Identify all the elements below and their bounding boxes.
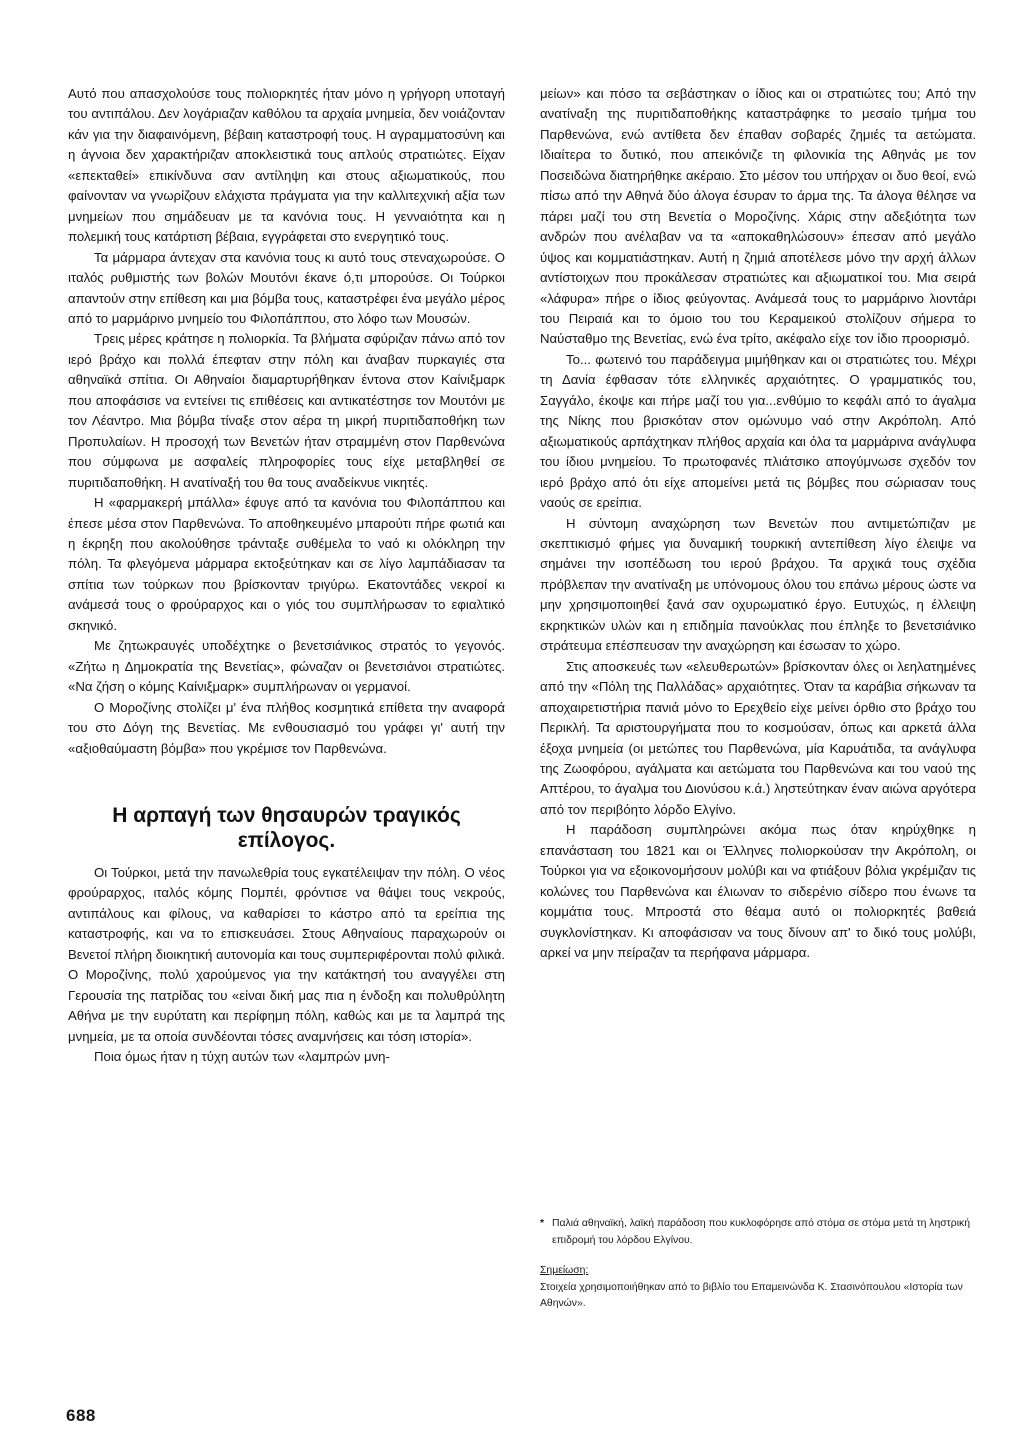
right-paragraph-3: Η σύντομη αναχώρηση των Βενετών που αντιμετώπιζαν με σκεπτικισμό φήμες για δυναμική τουρκική αντεπίθεση λίγο έλειψε να σημάνει την ισοπέδωση του ιερού βράχου. Τα αρχικά τους σχέδια πρόβλεπαν την ανατίναξη με υπόνομους όλου του επάνω μέρους ώστε να μην χρησιμοποιηθεί ξανά σαν οχυρωματικό έργο. Ευτυχώς, η έλλειψη εκρηκτικών υλών και η επιδημία πανούκλας που έπληξε το βενετσιάνικο στράτευμα επέσπευσαν την αναχώρηση και έσωσαν το χώρο.: [540, 515, 976, 654]
footnote: [540, 1216, 980, 1249]
right-column: [540, 84, 976, 963]
footnotes: [540, 1216, 980, 1313]
left-column: [68, 84, 505, 1067]
left-paragraph-7: Οι Τούρκοι, μετά την πανωλεθρία τους εγκατέλειψαν την πόλη. Ο νέος φρούραρχος, ιταλός κόμης Πομπέι, φρόντισε να θάψει τους νεκρούς, αντιπάλους και φίλους, να καθαρίσει το κάστρο από τα ερείπια της καταστροφής, και να το επισκευάσει. Στους Αθηναίους παραχωρούν οι Βενετοί πλήρη διοικητική αυτονομία και τους συμπεριφέρονται πολύ φιλικά. Ο Μοροζίνης, πολύ χαρούμενος για την κατάκτησή του αναγγέλει στη Γερουσία της πατρίδας του «είναι δική μας πια η ένδοξη και πολυθρύλητη Αθήνα με την ευρύτατη και περίφημη πόλη, καθώς και με τα λαμπρά της μνημεία, με τα οποία συνδέονται τόσες αναμνήσεις και τόση ιστορία».: [68, 864, 505, 1044]
right-paragraph-2: Το... φωτεινό του παράδειγμα μιμήθηκαν και οι στρατιώτες του. Μέχρι τη Δανία έφθασαν τότε ελληνικές αρχαιότητες. Ο γραμματικός του, Σαγγάλο, έκοψε και πήρε μαζί του για...ενθύμιο το κεφάλι από το άγαλμα της Νίκης που βρισκόταν στον ομώνυμο ναό στην Ακρόπολη. Από αξιωματικούς αρπάχτηκαν πλήθος αρχαία και όλα τα μαρμάρινα ανάγλυφα του ίδιου μνημείου. Το πρωτοφανές πλιάτσικο απογύμνωσε σχεδόν τον ιερό βράχο από ότι είχε απομείνει μετά τις βόμβες που σώριασαν τους ναούς σε ερείπια.: [540, 351, 976, 511]
page-number: 688: [66, 1406, 96, 1425]
footnote-text: Παλιά αθηναϊκή, λαϊκή παράδοση που κυκλοφόρησε από στόμα σε στόμα μετά τη ληστρική επιδρομή του λόρδου Ελγίνου.: [552, 1218, 970, 1246]
left-paragraph-8: Ποια όμως ήταν η τύχη αυτών των «λαμπρών μνη-: [94, 1049, 390, 1065]
right-paragraph-1: μείων» και πόσο τα σεβάστηκαν ο ίδιος και οι στρατιώτες του; Από την ανατίναξη της πυριτιδαποθήκης καταστράφηκε το μεσαίο τμήμα του Παρθενώνα, ενώ αντίθετα δεν έπαθαν σοβαρές ζημιές τα αετώματα. Ιδιαίτερα το δυτικό, που απεικόνιζε τη φιλονικία της Αθηνάς με τον Ποσειδώνα διατηρήθηκε ακέραιο. Στο μέσον του υπήρχαν οι δυο θεοί, ενώ πίσω από την Αθηνά δύο άλογα έσυραν το άρμα της. Τα άλογα θέλησε να πάρει μαζί του στη Βενετία ο Μοροζίνης. Χάρις στην αδεξιότητα των ανδρών που ανέλαβαν να τα «αποκαθηλώσουν» έπεσαν από μεγάλο ύψος και κομματιάστηκαν. Αυτή η ζημιά αποτέλεσε μόνο την αρχή άλλων αντίστοιχων που προκάλεσαν στρατιώτες και αξιωματικοί του. Μια σειρά «λάφυρα» πήρε ο ίδιος φεύγοντας. Ανάμεσά τους το μαρμάρινο λιοντάρι του Πειραιά και το όμοιο του του Κεραμεικού στολίζουν σήμερα το Ναύσταθμο της Βενετίας, ενώ ένα τρίτο, ακέφαλο είχε τον ίδιο προορισμό.: [540, 86, 976, 347]
right-paragraph-4: Στις αποσκευές των «ελευθερωτών» βρίσκονταν όλες οι λεηλατημένες από την «Πόλη της Παλλάδας» αρχαιότητες. Όταν τα καράβια σήκωναν τα αποχαιρετιστήρια πανιά μόνο το Ερεχθείο είχε μείνει όρθιο στο βράχο του Περικλή. Τα αριστουργήματα που το κοσμούσαν, όπως και αρκετά άλλα έξοχα μνημεία (οι μετώπες του Παρθενώνα, μία Καρυάτιδα, τα ανάγλυφα της Ζωοφόρου, αγάλματα και αετώματα του Παρθενώνα και του ναού της Απτέρου, το άγαλμα του Διονύσου κ.ά.) ληστεύτηκαν έναν αιώνα αργότερα από τον περιβόητο λόρδο Ελγίνο.: [540, 658, 976, 817]
source-note: [540, 1263, 980, 1313]
footnote-asterisk: *: [540, 1218, 545, 1229]
left-paragraph-1: Αυτό που απασχολούσε τους πολιορκητές ήταν μόνο η γρήγορη υποταγή του αντιπάλου. Δεν λογάριαζαν καθόλου τα αρχαία μνημεία, δεν νοιάζονταν κάν για την διαφαινόμενη, βέβαιη καταστροφή τους. Η αγραμματοσύνη και η άγνοια δεν χαρακτήριζαν αποκλειστικά τους απλούς στρατιώτες. Είχαν «επεκταθεί» επικίνδυνα σαν αντίληψη και στους αξιωματικούς, που φαίνονταν να γνωρίζουν ελάχιστα πράγματα για την καλλιτεχνική αξία των μνημείων που σημάδευαν με τα κανόνια τους. Η γενναιότητα και η πολεμική τους κατάρτιση βέβαια, εγγράφεται στο ενεργητικό τους.: [68, 86, 505, 245]
left-paragraph-4: Η «φαρμακερή μπάλλα» έφυγε από τα κανόνια του Φιλοπάππου και έπεσε μέσα στον Παρθενώνα. Το αποθηκευμένο μπαρούτι πήρε φωτιά και η έκρηξη που ακολούθησε τράνταξε συθέμελα το ναό κι ολόκληρη την πόλη. Τα φλεγόμενα μάρμαρα εκτοξεύτηκαν και σε λίγο λαμπάδιασαν τα σπίτια των τούρκων που βρίσκονταν τριγύρω. Εκατοντάδες νεκροί κι ανάμεσά τους ο φρούραρχος και ο γιός του συμπλήρωσαν το εφιαλτικό σκηνικό.: [68, 495, 505, 633]
section-heading: Η αρπαγή των θησαυρών τραγικός επίλογος.: [112, 803, 461, 852]
left-paragraph-5: Με ζητωκραυγές υποδέχτηκε ο βενετσιάνικος στρατός το γεγονός. «Ζήτω η Δημοκρατία της Βενετίας», φώναζαν οι βενετσιάνοι στρατιώτες. «Να ζήση ο κόμης Καίνιξμαρκ» συμπλήρωναν οι γερμανοί.: [68, 638, 505, 695]
right-paragraph-5: Η παράδοση συμπληρώνει ακόμα πως όταν κηρύχθηκε η επανάσταση του 1821 και οι Έλληνες πολιορκούσαν την Ακρόπολη, οι Τούρκοι για να εξοικονομήσουν μολύβι και να φτιάξουν βόλια γκρέμιζαν τις κολώνες του Παρθενώνα και έλιωναν το σιδερένιο σίδερο που ένωνε τα κομμάτια τους. Μπροστά στο θέαμα αυτό οι πολιορκητές βαθειά συγκλονίστηκαν. Κι αποφάσισαν να τους δίνουν απ' το δικό τους μολύβι, αρκεί να μην πείραζαν τα περήφανα μάρμαρα.: [540, 822, 976, 961]
left-paragraph-3: Τρεις μέρες κράτησε η πολιορκία. Τα βλήματα σφύριζαν πάνω από τον ιερό βράχο και πολλά έπεφταν στην πόλη και άναβαν πυρκαγιές στα αθηναϊκά σπίτια. Οι Αθηναίοι διαμαρτυρήθηκαν έντονα στον Καίνιξμαρκ που αποφάσισε να εντείνει τις επιθέσεις και αντικατέστησε τον Μουτόνι με τον Λέαντρο. Μια βόμβα τίναξε στον αέρα τη μικρή πυριτιδαποθήκη των Προπυλαίων. Η προσοχή των Βενετών ήταν στραμμένη στον Παρθενώνα που σύμφωνα με ασφαλείς πληροφορίες τους είχε μεταβληθεί σε πυριτιδαποθήκη. Η ανατίναξή του θα τους αναδείκνυε νικητές.: [68, 331, 505, 490]
source-note-label: Σημείωση:: [540, 1265, 589, 1276]
left-paragraph-2: Τα μάρμαρα άντεχαν στα κανόνια τους κι αυτό τους στεναχωρούσε. Ο ιταλός ρυθμιστής των βολών Μουτόνι έκανε ό,τι μπορούσε. Οι Τούρκοι απαντούν στην επίθεση και μια βόμβα τους, καταστρέφει ένα μεγάλο μέρος από το μαρμάρινο μνημείο του Φιλοπάππου, στο λόφο των Μουσών.: [68, 249, 505, 326]
left-paragraph-6: Ο Μοροζίνης στολίζει μ' ένα πλήθος κοσμητικά επίθετα την αναφορά του στο Δόγη της Βενετίας. Με ενθουσιασμό του γράφει γι' αυτή την «αξιοθαύμαστη βόμβα» που γκρέμισε τον Παρθενώνα.: [68, 699, 505, 756]
source-note-text: Στοιχεία χρησιμοποιήθηκαν από το βιβλίο του Επαμεινώνδα Κ. Στασινόπουλου «Ιστορία των Αθηνών».: [540, 1281, 963, 1309]
